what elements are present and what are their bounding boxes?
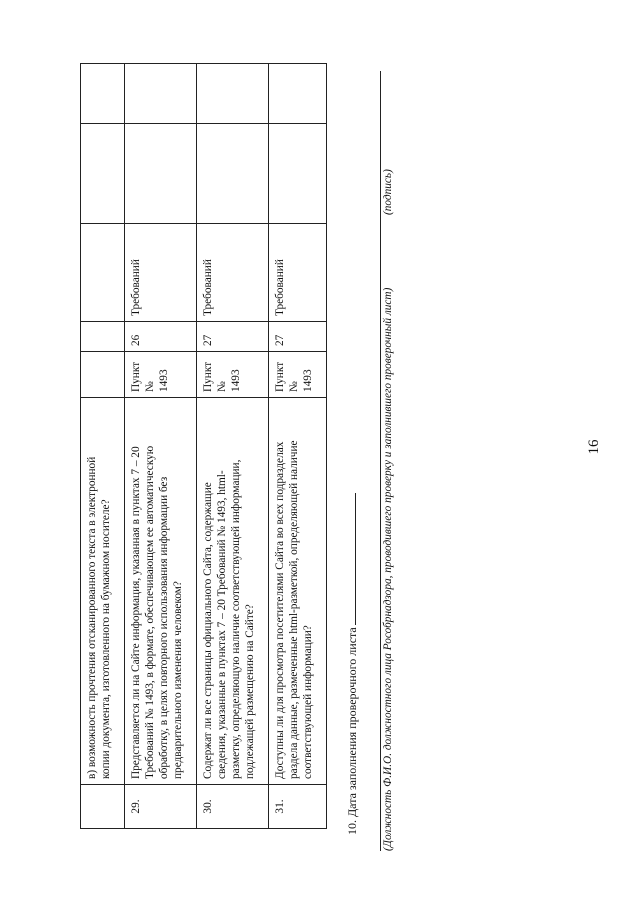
row-number: 29.	[125, 785, 197, 829]
answer-cell	[269, 124, 327, 224]
question-line: предварительного изменения человеком?	[172, 581, 184, 779]
note-cell	[197, 64, 269, 124]
reference-number: 26	[125, 322, 197, 352]
reference-document: Требований	[125, 224, 197, 322]
question-cell	[81, 398, 125, 785]
signature-rule	[380, 71, 381, 851]
row-number: 31.	[269, 785, 327, 829]
reference-document	[81, 224, 125, 322]
table-row	[269, 64, 327, 829]
reference-number	[81, 322, 125, 352]
reference-clause: Пункт № 1493	[269, 352, 327, 398]
question-line: обработку, в целях повторного использования информации без	[158, 476, 170, 779]
answer-cell	[81, 124, 125, 224]
fill-date-blank	[343, 493, 356, 625]
question-cell	[125, 398, 197, 785]
question-line: Представляется ли на Сайте информация, указанная в пунктах 7 – 20	[130, 446, 142, 779]
table-row	[197, 64, 269, 829]
row-number	[81, 785, 125, 829]
question-line: разметку, определяющую наличие соответствующей информации,	[230, 459, 242, 779]
reference-number: 27	[269, 322, 327, 352]
official-caption: (Должность Ф.И.О. должностного лица Рособрнадзора, проводившего проверку и заполнившего проверочный лист)	[382, 287, 394, 851]
note-cell	[125, 64, 197, 124]
question-line: Требований № 1493, в формате, обеспечивающем ее автоматическую	[144, 445, 156, 779]
question-cell	[269, 398, 327, 785]
reference-number: 27	[197, 322, 269, 352]
reference-document: Требований	[269, 224, 327, 322]
reference-clause: Пункт № 1493	[197, 352, 269, 398]
question-line: раздела данные, размеченные html-разметкой, определяющей наличие	[288, 440, 300, 779]
answer-cell	[197, 124, 269, 224]
question-line: Содержат ли все страницы официального Сайта, содержащие	[202, 482, 214, 779]
fill-date-label: 10. Дата заполнения проверочного листа	[345, 627, 359, 835]
note-cell	[81, 64, 125, 124]
question-line: подлежащей размещению на Сайте?	[244, 604, 256, 779]
fill-date-line	[343, 493, 360, 835]
page-number: 16	[586, 439, 602, 455]
question-line: Доступны ли для просмотра посетителями Сайта во всех подразделах	[274, 441, 286, 779]
answer-cell	[125, 124, 197, 224]
signature-caption: (подпись)	[382, 169, 394, 215]
row-number: 30.	[197, 785, 269, 829]
question-line: соответствующей информации?	[302, 625, 314, 779]
reference-clause: Пункт № 1493	[125, 352, 197, 398]
reference-clause	[81, 352, 125, 398]
table-row	[125, 64, 197, 829]
question-line: копии документа, изготовленного на бумажном носителе?	[100, 499, 112, 779]
question-line: в) возможность прочтения отсканированного текста в электронной	[86, 456, 98, 779]
note-cell	[269, 64, 327, 124]
reference-document: Требований	[197, 224, 269, 322]
table-row	[81, 64, 125, 829]
question-line: сведения, указанные в пунктах 7 – 20 Требований № 1493, html-	[216, 470, 228, 779]
question-cell	[197, 398, 269, 785]
checklist-table	[80, 63, 327, 829]
